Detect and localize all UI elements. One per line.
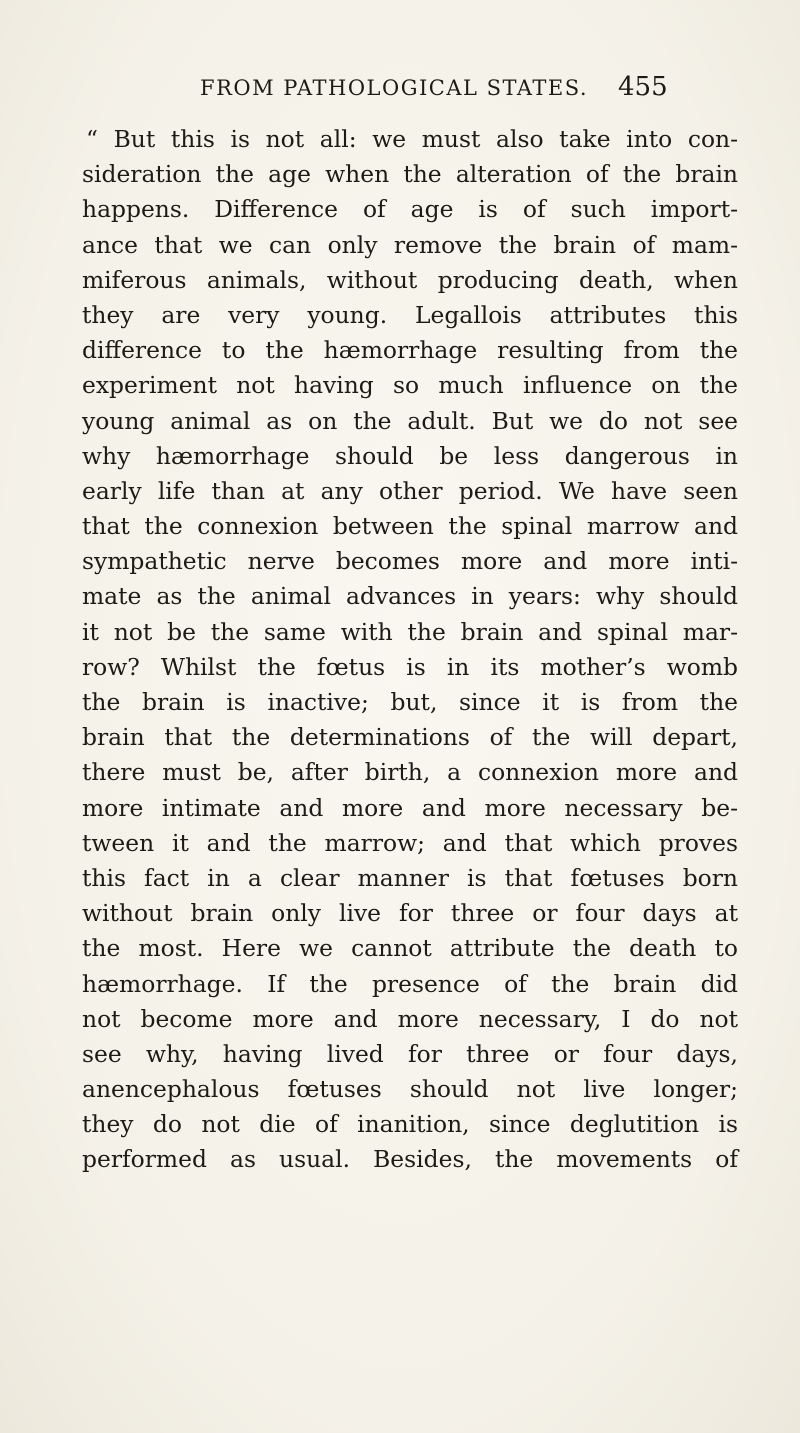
- text-line: brain that the determinations of the will depart,: [82, 723, 738, 752]
- text-line: see why, having lived for three or four days,: [82, 1039, 738, 1068]
- text-line: sympathetic nerve becomes more and more inti-: [82, 547, 738, 576]
- text-line: mate as the animal advances in years: why should: [82, 582, 738, 611]
- text-line: difference to the hæmorrhage resulting from the: [82, 336, 738, 365]
- text-line: there must be, after birth, a connexion more and: [82, 758, 738, 787]
- text-line: sideration the age when the alteration of the brain: [82, 160, 738, 189]
- text-line: they do not die of inanition, since deglutition is: [82, 1110, 738, 1139]
- page-number: 455: [618, 72, 668, 102]
- body-text: [82, 122, 738, 1178]
- text-line: they are very young. Legallois attributes this: [82, 300, 738, 329]
- text-line: ance that we can only remove the brain of mam-: [82, 230, 738, 259]
- text-line: “ But this is not all: we must also take into con-: [86, 125, 738, 153]
- text-line: miferous animals, without producing death, when: [82, 265, 738, 294]
- text-line: the brain is inactive; but, since it is from the: [82, 688, 738, 716]
- running-title: FROM PATHOLOGICAL STATES.: [200, 76, 589, 100]
- text-line: performed as usual. Besides, the movements of: [82, 1145, 738, 1174]
- text-line: the most. Here we cannot attribute the death to: [82, 934, 738, 963]
- text-line: without brain only live for three or four days at: [82, 899, 738, 928]
- text-line: row? Whilst the fœtus is in its mother’s womb: [82, 652, 738, 681]
- text-line: more intimate and more and more necessary be-: [82, 793, 738, 822]
- text-line: tween it and the marrow; and that which proves: [82, 828, 738, 857]
- text-line: not become more and more necessary, I do not: [82, 1004, 738, 1033]
- text-line: why hæmorrhage should be less dangerous in: [82, 441, 738, 470]
- text-line: early life than at any other period. We have seen: [82, 476, 738, 505]
- text-line: that the connexion between the spinal marrow and: [82, 512, 738, 541]
- text-line: this fact in a clear manner is that fœtuses born: [82, 863, 738, 892]
- text-line: anencephalous fœtuses should not live longer;: [82, 1075, 738, 1104]
- text-line: young animal as on the adult. But we do not see: [82, 406, 738, 435]
- text-line: happens. Difference of age is of such import-: [82, 195, 738, 224]
- text-line: hæmorrhage. If the presence of the brain did: [82, 969, 738, 998]
- text-line: experiment not having so much influence on the: [82, 371, 738, 400]
- text-line: it not be the same with the brain and spinal mar-: [82, 617, 738, 646]
